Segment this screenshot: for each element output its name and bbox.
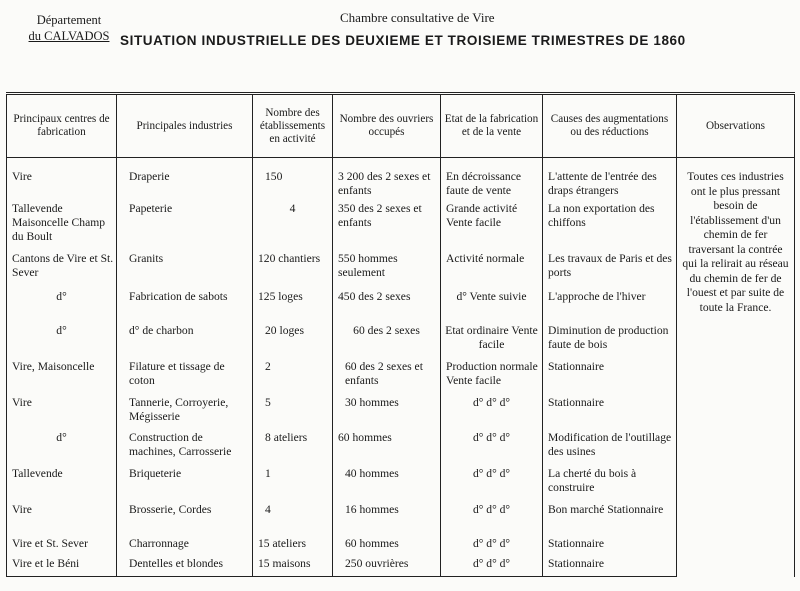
cell-cause: Stationnaire <box>543 557 677 577</box>
cell-etat: d° d° d° <box>441 396 543 431</box>
col-header-etablissements: Nombre des établissements en activité <box>253 94 333 158</box>
cell-cause: La non exportation des chiffons <box>543 202 677 252</box>
cell-etablissements: 1 <box>253 467 333 503</box>
cell-ouvriers: 350 des 2 sexes et enfants <box>333 202 441 252</box>
cell-industrie: Brosserie, Cordes <box>117 503 253 537</box>
cell-centre: Cantons de Vire et St. Sever <box>7 252 117 290</box>
table-row <box>7 503 795 537</box>
cell-industrie: Construction de machines, Carrosserie <box>117 431 253 467</box>
cell-ouvriers: 60 hommes <box>333 537 441 557</box>
cell-ouvriers: 550 hommes seulement <box>333 252 441 290</box>
cell-centre: Tallevende Maisoncelle Champ du Boult <box>7 202 117 252</box>
cell-cause: L'attente de l'entrée des draps étrangers <box>543 158 677 202</box>
cell-cause: Bon marché Stationnaire <box>543 503 677 537</box>
cell-etablissements: 5 <box>253 396 333 431</box>
cell-etat: Grande activité Vente facile <box>441 202 543 252</box>
cell-etablissements: 120 chantiers <box>253 252 333 290</box>
cell-industrie: Fabrication de sabots <box>117 290 253 324</box>
table-row <box>7 158 795 202</box>
cell-cause: L'approche de l'hiver <box>543 290 677 324</box>
chambre-title: Chambre consultative de Vire <box>340 10 495 25</box>
table-row <box>7 396 795 431</box>
cell-cause: Modification de l'outillage des usines <box>543 431 677 467</box>
cell-etat: d° Vente suivie <box>441 290 543 324</box>
cell-etablissements: 125 loges <box>253 290 333 324</box>
cell-centre: Vire <box>7 158 117 202</box>
departement-header <box>14 12 124 44</box>
table-row <box>7 324 795 360</box>
cell-etablissements: 4 <box>253 202 333 252</box>
cell-centre: d° <box>7 290 117 324</box>
table-row <box>7 537 795 557</box>
cell-etat: d° d° d° <box>441 503 543 537</box>
cell-ouvriers: 450 des 2 sexes <box>333 290 441 324</box>
cell-etablissements: 8 ateliers <box>253 431 333 467</box>
cell-etablissements: 15 ateliers <box>253 537 333 557</box>
cell-centre: Vire, Maisoncelle <box>7 360 117 396</box>
col-header-centres: Principaux centres de fabrication <box>7 94 117 158</box>
cell-industrie: Charronnage <box>117 537 253 557</box>
cell-etat: d° d° d° <box>441 537 543 557</box>
cell-etat: Etat ordinaire Vente facile <box>441 324 543 360</box>
table-row <box>7 290 795 324</box>
cell-industrie: Dentelles et blondes <box>117 557 253 577</box>
table-row <box>7 557 795 577</box>
cell-centre: Vire et le Béni <box>7 557 117 577</box>
cell-cause: Stationnaire <box>543 396 677 431</box>
cell-etat: Production normale Vente facile <box>441 360 543 396</box>
cell-centre: d° <box>7 431 117 467</box>
cell-etat: Activité normale <box>441 252 543 290</box>
cell-etablissements: 4 <box>253 503 333 537</box>
document-title: SITUATION INDUSTRIELLE DES DEUXIEME ET TROISIEME TRIMESTRES DE 1860 <box>120 33 686 48</box>
cell-ouvriers: 40 hommes <box>333 467 441 503</box>
cell-ouvriers: 60 des 2 sexes et enfants <box>333 360 441 396</box>
table-row <box>7 202 795 252</box>
industrial-situation-table <box>6 92 795 577</box>
cell-centre: Tallevende <box>7 467 117 503</box>
header-row <box>7 94 795 158</box>
cell-cause: Stationnaire <box>543 360 677 396</box>
col-header-observations: Observations <box>677 94 795 158</box>
cell-etat: En décroissance faute de vente <box>441 158 543 202</box>
cell-ouvriers: 60 des 2 sexes <box>333 324 441 360</box>
table-row <box>7 252 795 290</box>
cell-cause: Diminution de production faute de bois <box>543 324 677 360</box>
departement-name: du CALVADOS <box>28 29 110 43</box>
table-row <box>7 431 795 467</box>
cell-centre: Vire <box>7 396 117 431</box>
table-row <box>7 360 795 396</box>
cell-industrie: Granits <box>117 252 253 290</box>
table-row <box>7 467 795 503</box>
cell-etablissements: 20 loges <box>253 324 333 360</box>
cell-ouvriers: 16 hommes <box>333 503 441 537</box>
cell-cause: La cherté du bois à construire <box>543 467 677 503</box>
departement-label: Département <box>36 13 102 27</box>
col-header-etat: Etat de la fabrication et de la vente <box>441 94 543 158</box>
cell-ouvriers: 3 200 des 2 sexes et enfants <box>333 158 441 202</box>
cell-centre: Vire et St. Sever <box>7 537 117 557</box>
cell-ouvriers: 250 ouvrières <box>333 557 441 577</box>
cell-etablissements: 2 <box>253 360 333 396</box>
cell-industrie: Papeterie <box>117 202 253 252</box>
cell-industrie: d° de charbon <box>117 324 253 360</box>
cell-etat: d° d° d° <box>441 467 543 503</box>
cell-cause: Les travaux de Paris et des ports <box>543 252 677 290</box>
col-header-causes: Causes des augmentations ou des réductions <box>543 94 677 158</box>
col-header-ouvriers: Nombre des ouvriers occupés <box>333 94 441 158</box>
cell-industrie: Tannerie, Corroyerie, Mégisserie <box>117 396 253 431</box>
cell-etablissements: 150 <box>253 158 333 202</box>
cell-centre: Vire <box>7 503 117 537</box>
col-header-industries: Principales industries <box>117 94 253 158</box>
cell-etat: d° d° d° <box>441 431 543 467</box>
cell-industrie: Filature et tissage de coton <box>117 360 253 396</box>
cell-etat: d° d° d° <box>441 557 543 577</box>
cell-etablissements: 15 maisons <box>253 557 333 577</box>
cell-centre: d° <box>7 324 117 360</box>
cell-observations: Toutes ces industries ont le plus pressant besoin de l'établissement d'un chemin de fer traversant la contrée qui la relirait au réseau du chemin de fer de l'ouest et par suite de toute la France. <box>677 158 795 577</box>
cell-ouvriers: 30 hommes <box>333 396 441 431</box>
cell-ouvriers: 60 hommes <box>333 431 441 467</box>
cell-industrie: Draperie <box>117 158 253 202</box>
cell-cause: Stationnaire <box>543 537 677 557</box>
cell-industrie: Briqueterie <box>117 467 253 503</box>
